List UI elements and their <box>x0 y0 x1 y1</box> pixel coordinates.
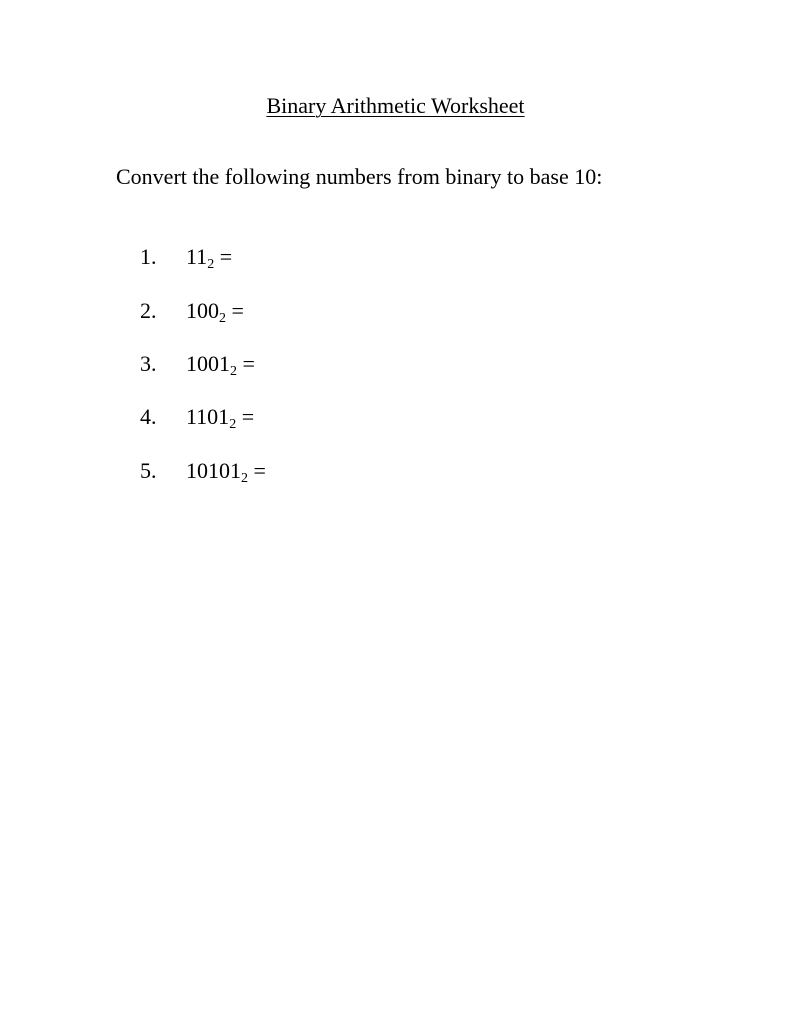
problem-expression <box>186 298 244 326</box>
equals-sign: = <box>241 404 255 429</box>
problem-item <box>140 403 254 431</box>
binary-value: 100 <box>186 298 219 323</box>
binary-value: 10101 <box>186 458 241 483</box>
base-subscript: 2 <box>207 257 215 272</box>
base-subscript: 2 <box>230 364 237 379</box>
problem-expression <box>186 404 255 432</box>
instruction-text: Convert the following numbers from binary to base 10: <box>116 164 603 189</box>
binary-value: 1101 <box>186 404 230 429</box>
equals-sign: = <box>231 298 244 323</box>
problem-number: 2. <box>140 298 157 323</box>
problem-number: 3. <box>140 351 157 376</box>
problem-item <box>140 350 255 378</box>
problem-item <box>140 457 266 485</box>
problem-number: 4. <box>140 404 157 429</box>
problem-number: 1. <box>140 244 157 269</box>
equals-sign: = <box>242 351 255 376</box>
problem-item <box>140 297 244 325</box>
binary-value: 11 <box>186 244 208 269</box>
base-subscript: 2 <box>229 417 237 432</box>
problem-item <box>140 243 232 271</box>
problem-expression <box>186 458 266 486</box>
base-subscript: 2 <box>219 311 226 326</box>
page-title <box>0 92 791 120</box>
base-subscript: 2 <box>241 471 248 486</box>
title-text: Binary Arithmetic Worksheet <box>266 93 525 118</box>
equals-sign: = <box>219 244 233 269</box>
equals-sign: = <box>253 458 266 483</box>
binary-value: 1001 <box>186 351 230 376</box>
problem-expression <box>186 244 233 272</box>
problem-number: 5. <box>140 458 157 483</box>
problem-expression <box>186 351 255 379</box>
